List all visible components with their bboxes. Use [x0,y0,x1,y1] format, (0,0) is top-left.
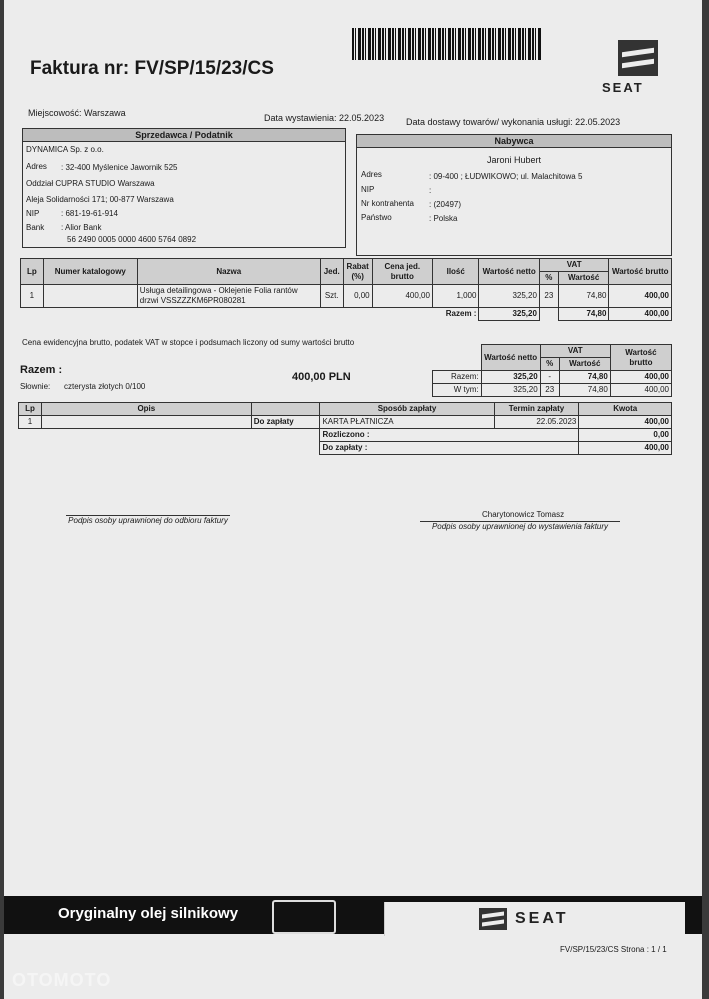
seller-bank: : Alior Bank [61,223,102,232]
words-label: Słownie: [20,382,51,391]
buyer-nip-label: NIP [361,185,375,194]
total-gross: 400,00 [609,308,672,321]
buyer-contractor: : (20497) [429,200,462,209]
col-vat: VAT [539,259,609,272]
invoice-title: Faktura nr: FV/SP/15/23/CS [30,58,274,79]
sum-row-pct: 23 [540,384,559,397]
total-vat: 74,80 [558,308,609,321]
buyer-name: Jaroni Hubert [487,155,542,165]
issuer-signature: Podpis osoby uprawnionej do wystawienia faktury [420,521,620,531]
sum-row-net: 325,20 [481,384,540,397]
table-row [433,384,672,397]
to-pay-value: 400,00 [579,442,672,455]
col-name: Nazwa [137,259,320,285]
col-net: Wartość netto [479,259,539,285]
seller-account: 56 2490 0005 0000 4600 5764 0892 [67,235,197,244]
sum-col-pct: % [540,358,559,371]
pay-col-due: Termin zapłaty [494,403,579,416]
sum-row-val: 74,80 [559,384,610,397]
sum-row-gross: 400,00 [610,384,671,397]
pay-row-method: KARTA PŁATNICZA [320,416,494,429]
to-pay-label: Do zapłaty : [320,442,579,455]
seller-name: DYNAMICA Sp. z o.o. [26,145,104,154]
seller-nip-label: NIP [26,209,40,218]
delivery-date: Data dostawy towarów/ wykonania usługi: 22.05.2023 [406,117,621,127]
col-qty: Ilość [432,259,479,285]
sum-row-pct: - [540,371,559,384]
row-vat-pct: 23 [539,285,558,308]
pay-col-method: Sposób zapłaty [320,403,494,416]
pay-row-label: Do zapłaty [251,416,320,429]
seller-bank-label: Bank [26,223,45,232]
sum-row-label: Razem: [433,371,482,384]
place: Miejscowość: Warszawa [28,108,126,118]
receiver-signature: Podpis osoby uprawnionej do odbioru faktury [66,515,230,525]
issue-date: Data wystawienia: 22.05.2023 [264,113,385,123]
sum-row-gross: 400,00 [610,371,671,384]
sum-row-label: W tym: [433,384,482,397]
price-note: Cena ewidencyjna brutto, podatek VAT w stopce i podsumach liczony od sumy wartości brutto [22,338,355,347]
seller-address: : 32-400 Myślenice Jawornik 525 [61,163,178,172]
invoice-page [4,0,702,999]
barcode [352,28,542,60]
col-vat-pct: % [539,272,558,285]
settled-value: 0,00 [579,429,672,442]
table-row [433,371,672,384]
seller-address-label: Adres [26,162,47,171]
buyer-address: : 09-400 ; ŁUDWIKOWO; ul. Malachitowa 5 [429,172,583,181]
seller-nip: : 681-19-61-914 [61,209,118,218]
col-gross: Wartość brutto [609,259,672,285]
total-label: Razem : [21,308,479,321]
seller-heading: Sprzedawca / Podatnik [23,129,345,142]
payment-table [18,402,672,455]
brand-word: SEAT [602,80,644,95]
vat-summary-table [432,344,672,397]
row-catalog [43,285,137,308]
buyer-country: : Polska [429,214,458,223]
buyer-box [356,134,672,256]
table-row [21,285,672,308]
seat-mark-icon [479,908,507,930]
words-value: czterysta złotych 0/100 [64,382,146,391]
row-discount: 0,00 [343,285,372,308]
seller-box [22,128,346,248]
buyer-nip: : [429,186,432,195]
sum-row-net: 325,20 [481,371,540,384]
seat-logo [602,40,674,95]
pay-col-desc: Opis [41,403,251,416]
footer-brand: SEAT [515,910,569,927]
pay-col-lp: Lp [19,403,42,416]
footer-seat-panel [384,902,685,936]
sum-row-val: 74,80 [559,371,610,384]
issuer-name: Charytonowicz Tomasz [482,510,565,519]
buyer-country-label: Państwo [361,213,392,222]
watermark: OTOMOTO [12,970,112,990]
row-lp: 1 [21,285,44,308]
pay-row-lp: 1 [19,416,42,429]
row-gross: 400,00 [609,285,672,308]
buyer-heading: Nabywca [357,135,671,148]
sum-col-gross: Wartość brutto [610,345,671,371]
seller-branch: Oddział CUPRA STUDIO Warszawa [26,179,155,188]
col-discount: Rabat (%) [343,259,372,285]
sum-col-vat: VAT [540,345,610,358]
pay-row-due: 22.05.2023 [494,416,579,429]
items-table [20,258,672,321]
col-price: Cena jed. brutto [372,259,432,285]
row-unit: Szt. [320,285,343,308]
pay-col-amount: Kwota [579,403,672,416]
col-lp: Lp [21,259,44,285]
summary-amount: 400,00 PLN [292,371,351,383]
col-catalog: Numer katalogowy [43,259,137,285]
footer-slogan: Oryginalny olej silnikowy [58,905,239,922]
total-net: 325,20 [479,308,539,321]
row-vat-val: 74,80 [558,285,609,308]
table-row [19,416,672,429]
buyer-contractor-label: Nr kontrahenta [361,199,414,208]
row-net: 325,20 [479,285,539,308]
settled-label: Rozliczono : [320,429,579,442]
buyer-address-label: Adres [361,170,382,179]
oil-bottles-icon [272,900,336,934]
col-vat-val: Wartość [558,272,609,285]
seller-branch-address: Aleja Solidarności 171; 00-877 Warszawa [26,195,174,204]
summary-label: Razem : [20,364,63,376]
pay-row-amount: 400,00 [579,416,672,429]
col-unit: Jed. [320,259,343,285]
sum-col-val: Wartość [559,358,610,371]
seat-mark-icon [618,40,658,76]
row-qty: 1,000 [432,285,479,308]
sum-col-net: Wartość netto [481,345,540,371]
row-price: 400,00 [372,285,432,308]
page-reference: FV/SP/15/23/CS Strona : 1 / 1 [560,945,667,954]
row-name: Usługa detailingowa - Oklejenie Folia rantów drzwi VSSZZZKM6PR080281 [137,285,320,308]
